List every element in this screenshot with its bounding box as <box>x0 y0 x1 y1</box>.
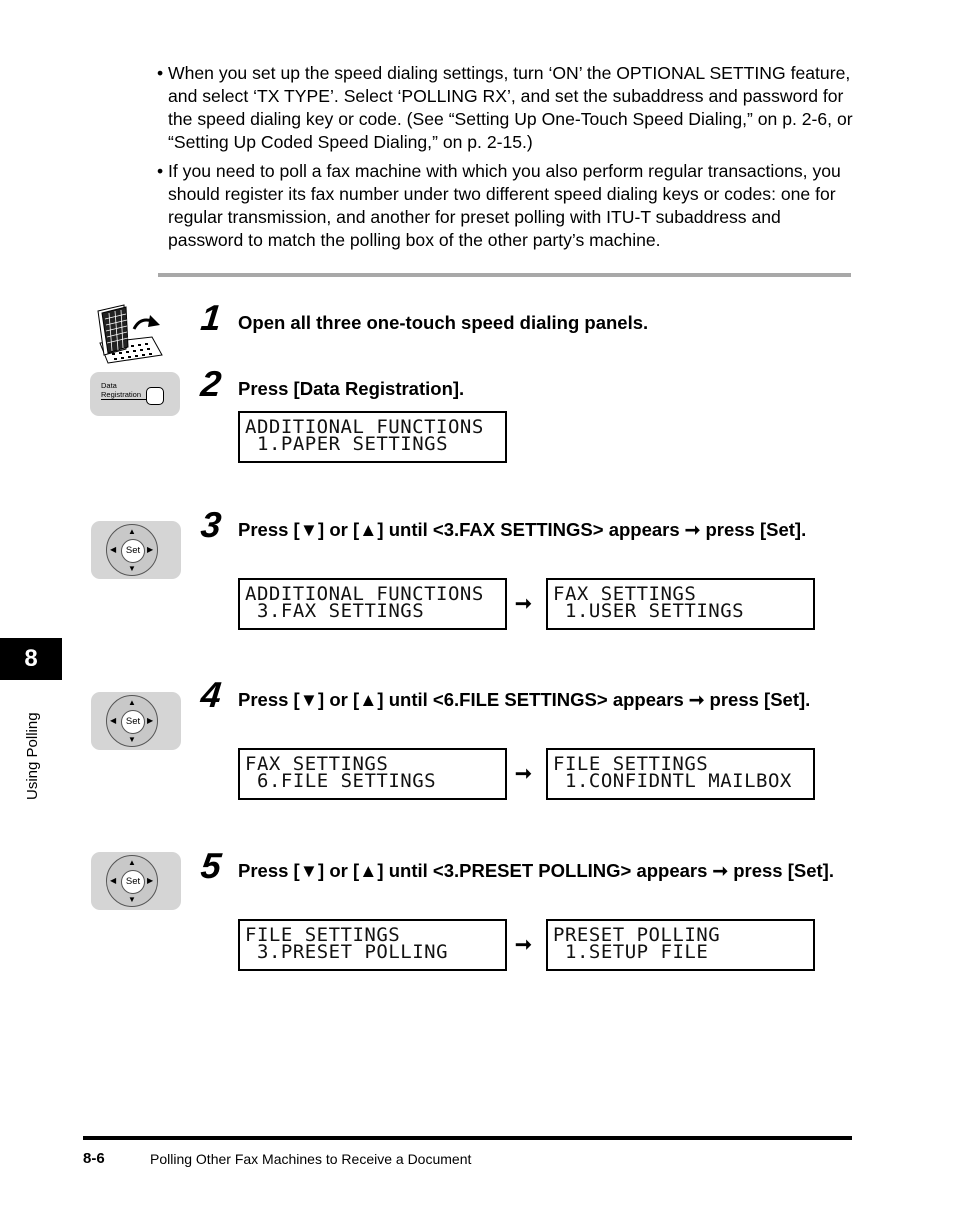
down-arrow-icon: ▼ <box>128 735 136 744</box>
set-key-label: Set <box>121 710 145 734</box>
left-arrow-icon: ◀ <box>110 876 117 885</box>
right-arrow-icon: ▶ <box>147 876 154 885</box>
step-number-1: 1 <box>198 297 224 338</box>
one-touch-panels-icon <box>96 303 168 367</box>
note-bullet-2 <box>157 160 857 252</box>
left-arrow-icon: ◀ <box>110 716 117 725</box>
lcd-display: ADDITIONAL FUNCTIONS 3.FAX SETTINGS <box>238 578 507 630</box>
arrow-icon: ➞ <box>515 593 532 615</box>
step-number-4: 4 <box>198 674 224 715</box>
bullet-dot: • <box>157 63 164 83</box>
data-registration-label: Data Registration <box>101 381 142 399</box>
bullet-text: When you set up the speed dialing settings, turn ‘ON’ the OPTIONAL SETTING feature, and select ‘TX TYPE’. Select ‘POLLING RX’, and set the subaddress and password for the speed dialing key or code. (See “Setting Up One-Touch Speed Dialing,” on p. 2-6, or “Setting Up Coded Speed Dialing,” on p. 2-15.) <box>168 63 853 152</box>
right-arrow-icon: ▶ <box>147 716 154 725</box>
arrow-icon: ➞ <box>515 763 532 785</box>
set-key-panel <box>91 692 181 750</box>
step-5-text: Press [▼] or [▲] until <3.PRESET POLLING> appears ➞ press [Set]. <box>238 860 834 881</box>
step-3-text: Press [▼] or [▲] until <3.FAX SETTINGS> appears ➞ press [Set]. <box>238 519 807 540</box>
key-button-shape <box>146 387 164 405</box>
set-key-panel <box>91 852 181 910</box>
chapter-side-label: Using Polling <box>24 712 41 800</box>
step-number-2: 2 <box>198 363 224 404</box>
navigation-set-key-icon <box>106 524 158 576</box>
step-number-3: 3 <box>198 504 224 545</box>
lcd-display: FAX SETTINGS 1.USER SETTINGS <box>546 578 815 630</box>
set-key-label: Set <box>121 539 145 563</box>
data-registration-key-icon <box>90 372 180 416</box>
up-arrow-icon: ▲ <box>128 698 136 707</box>
right-arrow-icon: ▶ <box>147 545 154 554</box>
lcd-display: ADDITIONAL FUNCTIONS 1.PAPER SETTINGS <box>238 411 507 463</box>
step-2-text: Press [Data Registration]. <box>238 378 465 399</box>
set-key-label: Set <box>121 870 145 894</box>
footer-title: Polling Other Fax Machines to Receive a Document <box>150 1151 472 1167</box>
lcd-display: FAX SETTINGS 6.FILE SETTINGS <box>238 748 507 800</box>
up-arrow-icon: ▲ <box>128 527 136 536</box>
lcd-display: FILE SETTINGS 3.PRESET POLLING <box>238 919 507 971</box>
section-divider <box>158 273 851 277</box>
down-arrow-icon: ▼ <box>128 895 136 904</box>
up-arrow-icon: ▲ <box>128 858 136 867</box>
arrow-icon: ➞ <box>515 934 532 956</box>
step-number-5: 5 <box>198 845 224 886</box>
navigation-set-key-icon <box>106 695 158 747</box>
lcd-display: PRESET POLLING 1.SETUP FILE <box>546 919 815 971</box>
step-1-text: Open all three one-touch speed dialing panels. <box>238 312 649 333</box>
set-key-panel <box>91 521 181 579</box>
label-underline <box>101 399 147 400</box>
navigation-set-key-icon <box>106 855 158 907</box>
down-arrow-icon: ▼ <box>128 564 136 573</box>
footer-rule <box>83 1136 852 1140</box>
left-arrow-icon: ◀ <box>110 545 117 554</box>
bullet-dot: • <box>157 161 164 181</box>
step-4-text: Press [▼] or [▲] until <6.FILE SETTINGS> appears ➞ press [Set]. <box>238 689 811 710</box>
note-bullet-1 <box>157 62 857 154</box>
chapter-tab: 8 <box>0 638 62 680</box>
bullet-text: If you need to poll a fax machine with which you also perform regular transactions, you should register its fax number under two different speed dialing keys or codes: one for regular transmission, and another for preset polling with ITU-T subaddress and password to match the polling box of the other party’s machine. <box>168 161 841 250</box>
page-number: 8-6 <box>83 1150 105 1167</box>
lcd-display: FILE SETTINGS 1.CONFIDNTL MAILBOX <box>546 748 815 800</box>
